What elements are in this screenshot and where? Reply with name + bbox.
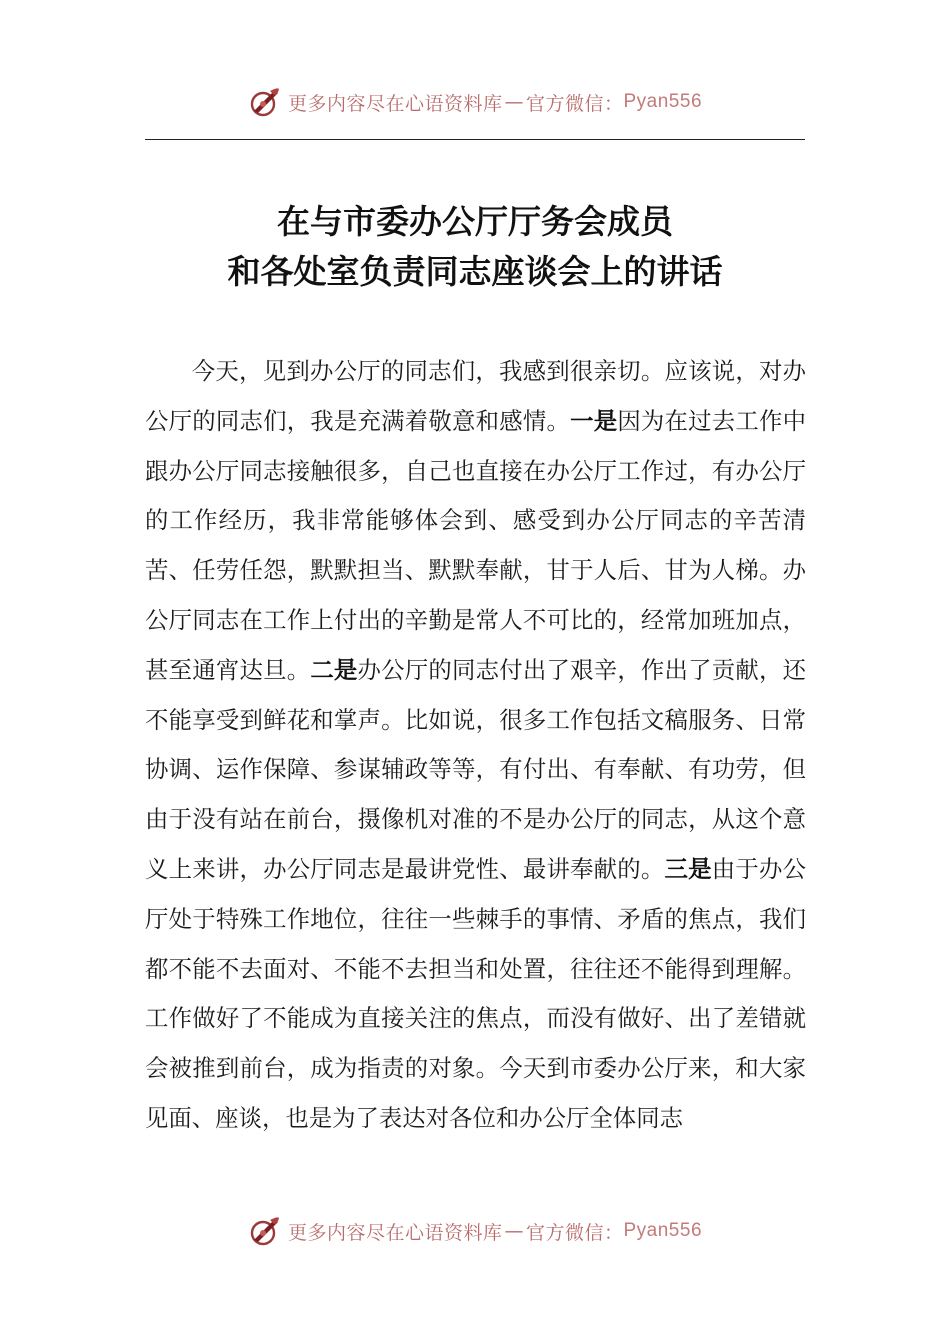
- paragraph-text-3: 办公厅的同志付出了艰辛，作出了贡献，还不能享受到鲜花和掌声。比如说，很多工作包括文稿服务、日常协调、运作保障、参谋辅政等等，有付出、有奉献、有功劳，但由于没有站在前台，摄像机对准的不是办公厅的同志，从这个意义上来讲，办公厅同志是最讲党性、最讲奉献的。: [145, 655, 807, 883]
- title-line-1: 在与市委办公厅厅务会成员: [277, 202, 673, 241]
- header-watermark: [0, 82, 950, 122]
- emphasis-first: 一是: [570, 406, 618, 435]
- footer-watermark: [0, 1211, 950, 1251]
- watermark-separator: —: [504, 91, 524, 113]
- title-line-2: 和各处室负责同志座谈会上的讲话: [227, 252, 723, 291]
- watermark-text: 更多内容尽在心语资料库: [287, 92, 503, 115]
- watermark-text: 更多内容尽在心语资料库: [287, 1221, 503, 1244]
- body-paragraph: [145, 347, 806, 1144]
- paragraph-text-4: 由于办公厅处于特殊工作地位，往往一些棘手的事情、矛盾的焦点，我们都不能不去面对、不能不去担当和处置，往往还不能得到理解。工作做好了不能成为直接关注的焦点，而没有做好、出了差错就会被推到前台，成为指责的对象。今天到市委办公厅来，和大家见面、座谈，也是为了表达对各位和办公厅全体同志: [145, 854, 807, 1132]
- emphasis-second: 二是: [310, 655, 358, 684]
- paragraph-text-2: 因为在过去工作中跟办公厅同志接触很多，自己也直接在办公厅工作过，有办公厅的工作经历，我非常能够体会到、感受到办公厅同志的辛苦清苦、任劳任怨，默默担当、默默奉献，甘于人后、甘为人梯。办公厅同志在工作上付出的辛勤是常人不可比的，经常加班加点，甚至通宵达旦。: [145, 406, 807, 684]
- document-title: [0, 197, 950, 297]
- watermark-separator: —: [504, 1220, 524, 1242]
- watermark-wechat-label: 官方微信：: [525, 1221, 624, 1244]
- watermark-wechat-label: 官方微信：: [525, 92, 624, 115]
- quill-pen-circle-icon: [248, 1214, 282, 1248]
- watermark-wechat-id: Pyan556: [623, 1220, 703, 1241]
- header-divider: [145, 139, 805, 140]
- watermark-wechat-id: Pyan556: [623, 91, 703, 112]
- emphasis-third: 三是: [664, 854, 712, 883]
- quill-pen-circle-icon: [248, 85, 282, 119]
- paragraph-text-1: 今天，见到办公厅的同志们，我感到很亲切。应该说，对办公厅的同志们，我是充满着敬意和感情。: [145, 357, 806, 435]
